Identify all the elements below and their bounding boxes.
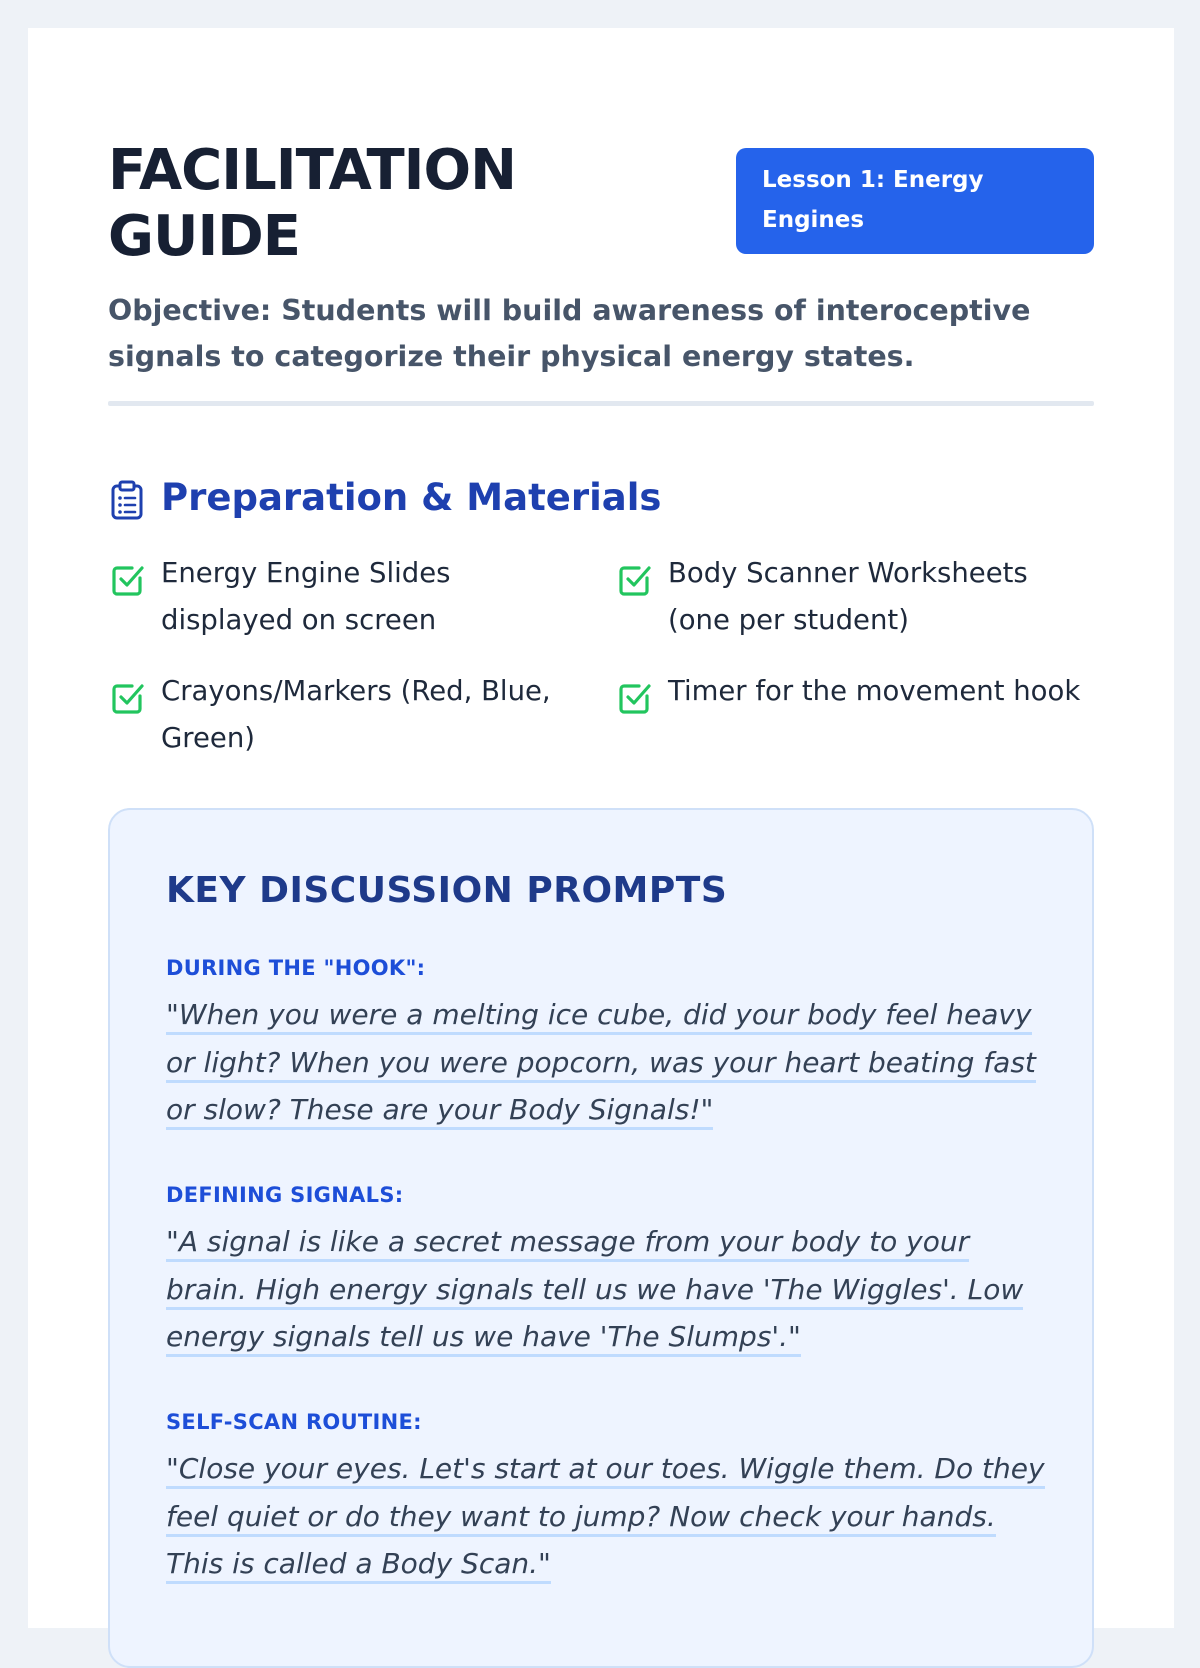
prompt-block <box>166 953 1046 1134</box>
material-text: Crayons/Markers (Red, Blue, Green) <box>161 675 551 754</box>
checkbox-checked-icon <box>110 680 146 716</box>
checkbox-checked-icon <box>617 680 653 716</box>
objective-text: Objective: Students will build awareness of interoceptive signals to categorize their physical energy states. <box>108 294 1031 373</box>
prompt-quote-text: "When you were a melting ice cube, did your body feel heavy or light? When you were popcorn, was your heart beating fast or slow? These are your Body Signals!" <box>166 998 1036 1130</box>
header <box>108 108 1094 269</box>
prompt-block <box>166 1407 1046 1588</box>
prompt-label: DURING THE "HOOK": <box>166 956 426 980</box>
prompt-quote-text: "Close your eyes. Let's start at our toes. Wiggle them. Do they feel quiet or do they want to jump? Now check your hands. This is called a Body Scan." <box>166 1452 1045 1584</box>
material-text: Body Scanner Worksheets (one per student) <box>668 557 1028 636</box>
prompt-quote <box>166 991 1046 1134</box>
lesson-badge: Lesson 1: Energy Engines <box>736 148 1094 254</box>
prompt-quote-text: "A signal is like a secret message from your body to your brain. High energy signals tell us we have 'The Wiggles'. Low energy signals tell us we have 'The Slumps'." <box>166 1225 1023 1357</box>
divider <box>108 401 1094 406</box>
page <box>28 28 1174 1628</box>
prompt-quote <box>166 1445 1046 1588</box>
prompt-label: SELF-SCAN ROUTINE: <box>166 1410 422 1434</box>
material-text: Timer for the movement hook <box>668 675 1081 707</box>
prompt-label: DEFINING SIGNALS: <box>166 1183 404 1207</box>
checkbox-checked-icon <box>110 562 146 598</box>
prompt-quote <box>166 1218 1046 1361</box>
checkbox-checked-icon <box>617 562 653 598</box>
page-title <box>108 138 668 270</box>
materials-heading <box>108 468 1094 528</box>
clipboard-icon <box>110 480 144 520</box>
title-line-2: GUIDE <box>108 204 301 269</box>
prompts-title: KEY DISCUSSION PROMPTS <box>166 870 728 911</box>
title-line-1: FACILITATION <box>108 138 516 203</box>
materials-title: Preparation & Materials <box>161 476 662 519</box>
discussion-prompts-panel <box>108 808 1094 1668</box>
prompt-block <box>166 1180 1046 1361</box>
material-text: Energy Engine Slides displayed on screen <box>161 557 451 636</box>
